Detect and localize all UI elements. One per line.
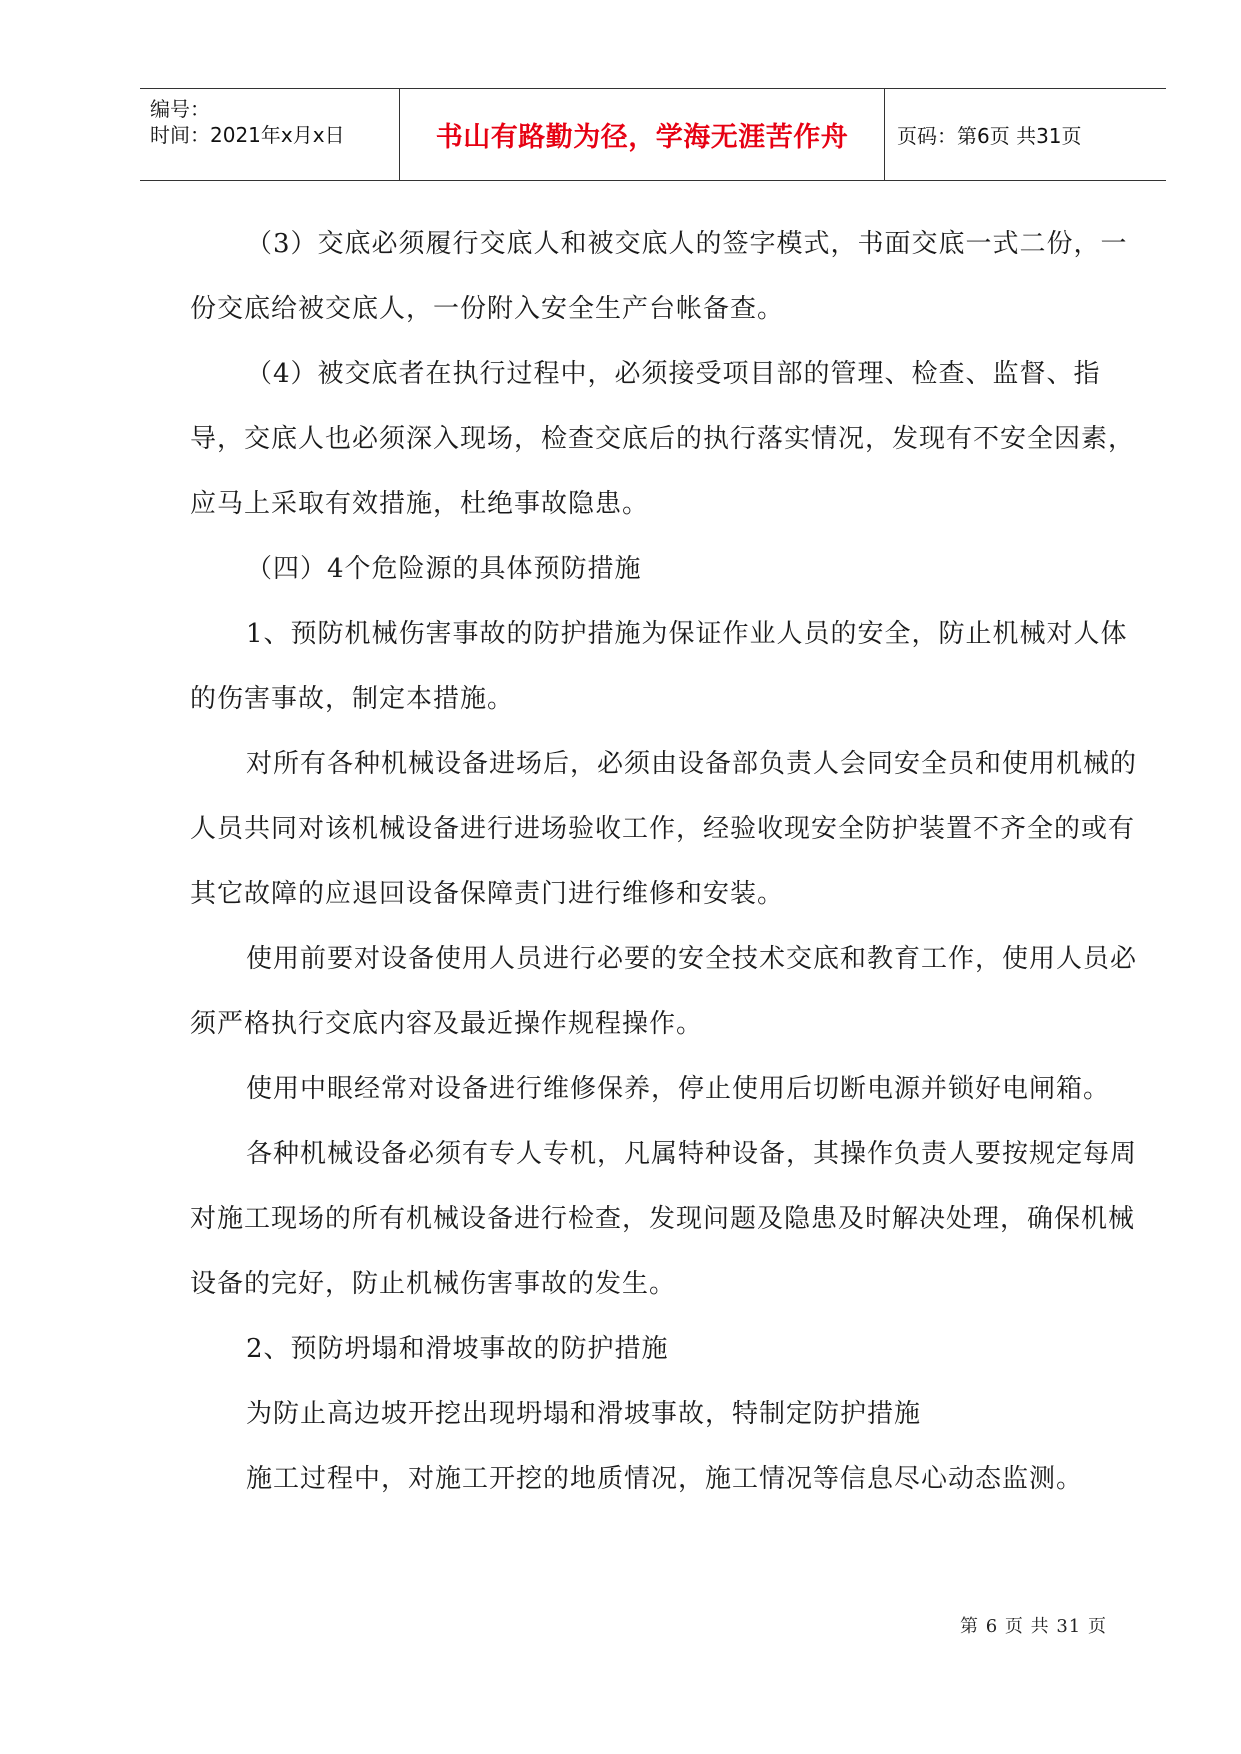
header-meta	[140, 89, 400, 180]
paragraph: （3）交底必须履行交底人和被交底人的签字模式，书面交底一式二份，一份交底给被交底人，一份附入安全生产台帐备查。	[190, 229, 1128, 324]
page-header	[140, 88, 1166, 181]
header-motto: 书山有路勤为径，学海无涯苦作舟	[400, 89, 885, 180]
paragraph: （4）被交底者在执行过程中，必须接受项目部的管理、检查、监督、指导，交底人也必须深入现场，检查交底后的执行落实情况，发现有不安全因素，应马上采取有效措施，杜绝事故隐患。	[190, 359, 1136, 519]
paragraph: 使用中眼经常对设备进行维修保养，停止使用后切断电源并锁好电闸箱。	[246, 1074, 1111, 1104]
paragraph: 1、预防机械伤害事故的防护措施为保证作业人员的安全，防止机械对人体的伤害事故，制定本措施。	[190, 619, 1128, 714]
paragraph: 对所有各种机械设备进场后，必须由设备部负责人会同安全员和使用机械的人员共同对该机械设备进行进场验收工作，经验收现安全防护装置不齐全的或有其它故障的应退回设备保障责门进行维修和安装。	[190, 749, 1138, 909]
paragraph: 各种机械设备必须有专人专机，凡属特种设备，其操作负责人要按规定每周对施工现场的所有机械设备进行检查，发现问题及隐患及时解决处理，确保机械设备的完好，防止机械伤害事故的发生。	[190, 1139, 1138, 1299]
document-time-label: 时间：2021年x月x日	[150, 123, 345, 147]
section-heading: 2、预防坍塌和滑坡事故的防护措施	[246, 1334, 669, 1364]
document-body	[190, 212, 1140, 1512]
document-number-label: 编号：	[150, 97, 210, 121]
paragraph: 为防止高边坡开挖出现坍塌和滑坡事故，特制定防护措施	[246, 1399, 922, 1429]
paragraph: 使用前要对设备使用人员进行必要的安全技术交底和教育工作，使用人员必须严格执行交底内容及最近操作规程操作。	[190, 944, 1138, 1039]
header-page-label: 页码：第6页 共31页	[897, 124, 1082, 148]
section-heading: （四）4个危险源的具体预防措施	[246, 554, 642, 584]
page-footer-number: 第 6 页 共 31 页	[960, 1616, 1107, 1637]
paragraph: 施工过程中，对施工开挖的地质情况，施工情况等信息尽心动态监测。	[246, 1464, 1084, 1494]
